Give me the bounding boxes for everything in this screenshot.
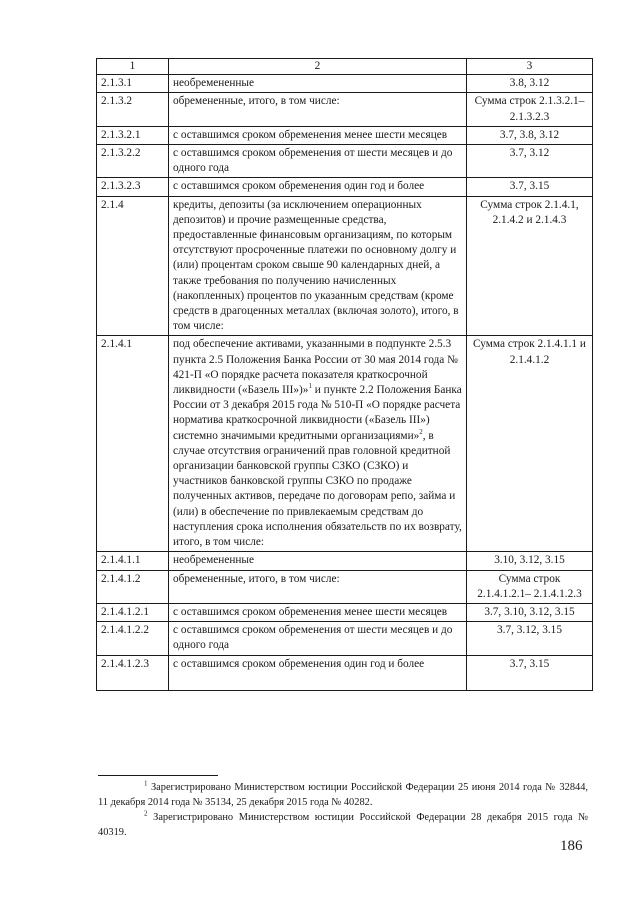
row-code: 2.1.3.2 <box>97 93 169 126</box>
row-reference: Сумма строк 2.1.4.1.1 и 2.1.4.1.2 <box>467 336 593 552</box>
table-row <box>97 145 593 178</box>
footnote <box>98 811 588 840</box>
table-row <box>97 196 593 336</box>
row-reference: 3.7, 3.15 <box>467 178 593 196</box>
column-header: 3 <box>467 59 593 75</box>
row-code: 2.1.4.1 <box>97 336 169 552</box>
table-row <box>97 93 593 126</box>
row-description: необремененные <box>169 552 467 570</box>
table-row <box>97 126 593 144</box>
column-header: 1 <box>97 59 169 75</box>
table-row <box>97 655 593 690</box>
column-header: 2 <box>169 59 467 75</box>
row-code: 2.1.3.2.2 <box>97 145 169 178</box>
table-row <box>97 552 593 570</box>
row-reference: Сумма строк 2.1.4.1, 2.1.4.2 и 2.1.4.3 <box>467 196 593 336</box>
footnote-mark: 1 <box>144 779 148 788</box>
footnotes <box>98 781 588 841</box>
footnote-marker: 2 <box>419 427 423 436</box>
data-table <box>96 58 593 691</box>
row-code: 2.1.4.1.1 <box>97 552 169 570</box>
footnote-mark: 2 <box>144 809 148 818</box>
row-reference: 3.7, 3.12 <box>467 145 593 178</box>
row-description <box>169 336 467 552</box>
row-description: с оставшимся сроком обременения от шести месяцев и до одного года <box>169 622 467 655</box>
table-row <box>97 178 593 196</box>
row-reference: 3.10, 3.12, 3.15 <box>467 552 593 570</box>
table-row <box>97 622 593 655</box>
row-code: 2.1.4 <box>97 196 169 336</box>
row-description: с оставшимся сроком обременения менее шести месяцев <box>169 603 467 621</box>
row-code: 2.1.3.1 <box>97 75 169 93</box>
row-code: 2.1.3.2.1 <box>97 126 169 144</box>
row-description-part: под обеспечение активами, указанными в подпункте 2.5.3 пункта 2.5 Положения Банка России от 30 мая 2014 года № 421-П «О порядке расчета показателя краткосрочной ликвидности («Базель III»)» <box>173 338 458 397</box>
table-row <box>97 570 593 603</box>
row-code: 2.1.4.1.2.3 <box>97 655 169 690</box>
table-row <box>97 75 593 93</box>
footnote-separator <box>98 775 218 776</box>
table-row <box>97 336 593 552</box>
row-code: 2.1.4.1.2.1 <box>97 603 169 621</box>
row-description: с оставшимся сроком обременения один год и более <box>169 655 467 690</box>
row-description: обремененные, итого, в том числе: <box>169 93 467 126</box>
row-description-part: и пункте 2.2 Положения Банка России от 3 декабря 2015 года № 510-П «О порядке расчета норматива краткосрочной ликвидности («Базель III») системно значимыми кредитными организациями» <box>173 384 462 442</box>
row-description: обремененные, итого, в том числе: <box>169 570 467 603</box>
row-reference: 3.7, 3.12, 3.15 <box>467 622 593 655</box>
row-reference: 3.7, 3.15 <box>467 655 593 690</box>
footnote-text: Зарегистрировано Министерством юстиции Российской Федерации 28 декабря 2015 года № 40319. <box>98 812 588 838</box>
row-description: с оставшимся сроком обременения менее шести месяцев <box>169 126 467 144</box>
footnote <box>98 781 588 810</box>
page-number: 186 <box>560 838 583 854</box>
footnote-marker: 1 <box>308 382 312 391</box>
row-description: с оставшимся сроком обременения один год и более <box>169 178 467 196</box>
row-reference: 3.7, 3.10, 3.12, 3.15 <box>467 603 593 621</box>
row-description: необремененные <box>169 75 467 93</box>
row-description: с оставшимся сроком обременения от шести месяцев и до одного года <box>169 145 467 178</box>
row-description-part: , в случае отсутствия ограничений прав головной кредитной организации банковской группы СЗКО (СЗКО) и участников банковской группы СЗКО по продаже полученных активов, передаче по договорам репо, займа и (или) в обеспечение по привлекаемым средствам до наступления срока исполнения обязательств по их возврату, итого, в том числе: <box>173 429 462 549</box>
row-reference: Сумма строк 2.1.4.1.2.1– 2.1.4.1.2.3 <box>467 570 593 603</box>
row-reference: 3.8, 3.12 <box>467 75 593 93</box>
table-row <box>97 603 593 621</box>
table-header-row <box>97 59 593 75</box>
row-reference: 3.7, 3.8, 3.12 <box>467 126 593 144</box>
row-reference: Сумма строк 2.1.3.2.1–2.1.3.2.3 <box>467 93 593 126</box>
row-description: кредиты, депозиты (за исключением операционных депозитов) и прочие размещенные средства, предоставленные финансовым организациям, по которым отсутствуют просроченные платежи по основному долгу и (или) процентам сроком свыше 90 календарных дней, а также требования по получению начисленных (накопленных) процентов по указанным средствам (кроме средств в драгоценных металлах (включая золото), итого, в том числе: <box>169 196 467 336</box>
row-code: 2.1.4.1.2.2 <box>97 622 169 655</box>
row-code: 2.1.4.1.2 <box>97 570 169 603</box>
footnote-text: Зарегистрировано Министерством юстиции Российской Федерации 25 июня 2014 года № 32844, 11 декабря 2014 года № 35134, 25 декабря 2015 года № 40282. <box>98 782 589 808</box>
row-code: 2.1.3.2.3 <box>97 178 169 196</box>
